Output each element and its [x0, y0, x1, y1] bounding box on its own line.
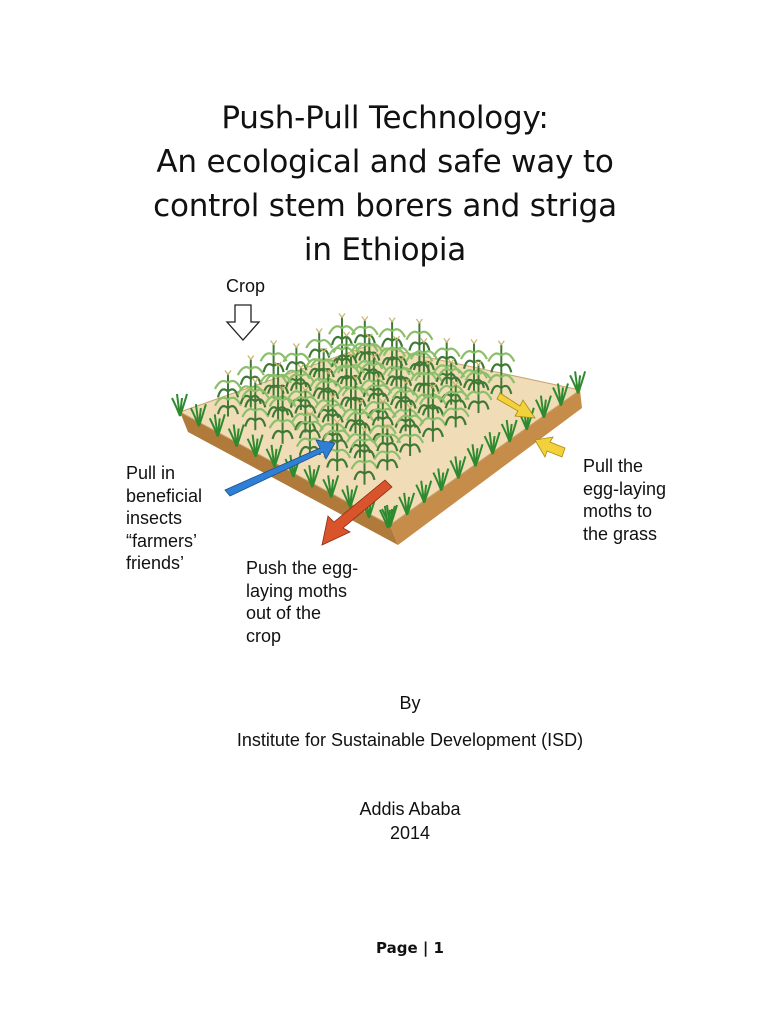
maize-plant-icon [488, 341, 514, 399]
maize-plant-icon [352, 316, 378, 362]
pull-moths-line-2: egg-laying [583, 478, 667, 499]
pull-in-line-5: friends’ [126, 553, 185, 573]
document-title [0, 96, 770, 272]
push-pull-illustration [170, 300, 590, 590]
push-line-4: crop [246, 625, 282, 646]
pull-in-line-1: Pull in [126, 463, 176, 483]
pull-in-line-3: insects [126, 508, 183, 528]
byline-by: By [399, 693, 421, 713]
pull-in-insects-label [126, 462, 202, 575]
push-moths-label [246, 557, 358, 647]
title-line-2: An ecological and safe way to [156, 144, 614, 180]
maize-plant-icon [461, 339, 487, 391]
maize-plant-icon [384, 336, 410, 388]
push-line-1: Push the egg- [246, 558, 359, 578]
crop-label [226, 275, 265, 298]
byline-city: Addis Ababa [359, 799, 461, 819]
crop-arrow-icon [227, 305, 259, 340]
crop-label-text: Crop [226, 276, 266, 296]
push-line-3: out of the [246, 603, 322, 623]
pull-moths-line-1: Pull the [583, 456, 644, 476]
maize-plant-icon [265, 362, 291, 420]
title-line-4: in Ethiopia [303, 232, 467, 268]
byline-organization: Institute for Sustainable Development (ISD) [236, 730, 584, 750]
maize-plant-icon [311, 348, 337, 400]
pull-moths-line-3: moths to [583, 501, 653, 521]
pull-in-line-2: beneficial [126, 485, 203, 506]
title-line-1: Push-Pull Technology: [221, 100, 549, 136]
pull-moths-label [583, 455, 666, 545]
title-line-3: control stem borers and striga [153, 188, 617, 224]
pull-in-line-4: “farmers’ [126, 530, 197, 551]
pull-moths-line-4: the grass [583, 523, 658, 544]
push-line-2: laying moths [246, 580, 348, 601]
page-number: Page | 1 [376, 939, 444, 957]
byline-year: 2014 [389, 823, 431, 843]
